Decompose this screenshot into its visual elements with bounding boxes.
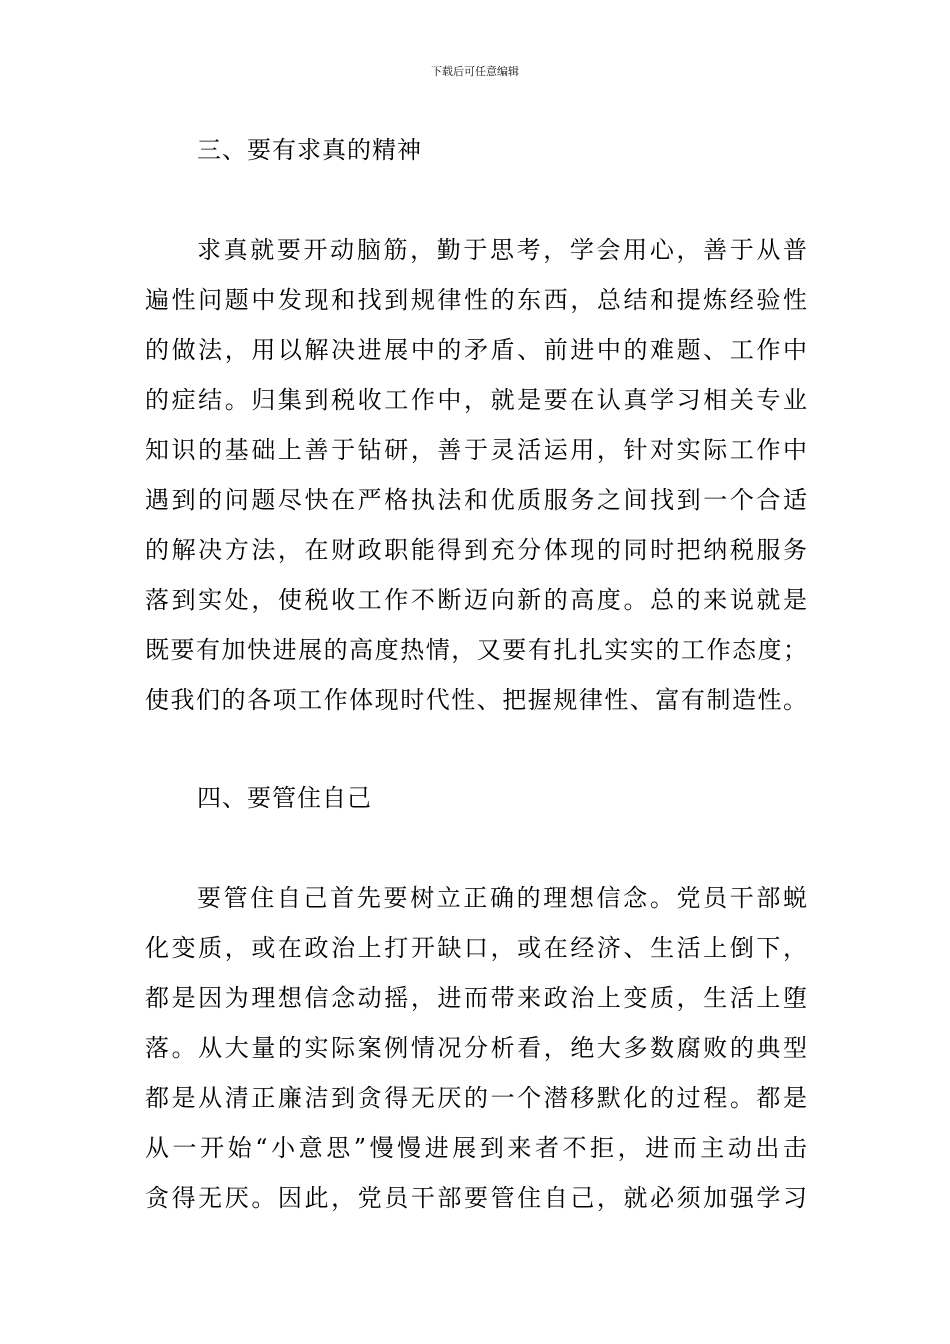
paragraph-line: 的解决方法，在财政职能得到充分体现的同时把纳税服务 [145, 536, 807, 564]
paragraph-line: 落。从大量的实际案例情况分析看，绝大多数腐败的典型 [145, 1034, 807, 1062]
section-heading: 三、要有求真的精神 [197, 136, 422, 164]
paragraph-line: 贪得无厌。因此，党员干部要管住自己，就必须加强学习 [145, 1184, 807, 1212]
paragraph-line: 使我们的各项工作体现时代性、把握规律性、富有制造性。 [145, 686, 807, 714]
paragraph-line: 落到实处，使税收工作不断迈向新的高度。总的来说就是 [145, 586, 807, 614]
paragraph-line: 遍性问题中发现和找到规律性的东西，总结和提炼经验性 [145, 286, 807, 314]
paragraph-line: 从一开始“小意思”慢慢进展到来者不拒，进而主动出击 [145, 1134, 807, 1162]
paragraph-line: 要管住自己首先要树立正确的理想信念。党员干部蜕 [197, 884, 807, 912]
paragraph-line: 化变质，或在政治上打开缺口，或在经济、生活上倒下， [145, 934, 807, 962]
paragraph-line: 既要有加快进展的高度热情，又要有扎扎实实的工作态度； [145, 636, 807, 664]
paragraph-line: 求真就要开动脑筋，勤于思考，学会用心，善于从普 [197, 236, 807, 264]
paragraph-line: 都是从清正廉洁到贪得无厌的一个潜移默化的过程。都是 [145, 1084, 807, 1112]
page-header: 下载后可任意编辑 [431, 65, 519, 78]
paragraph-line: 的症结。归集到税收工作中，就是要在认真学习相关专业 [145, 386, 807, 414]
paragraph-line: 遇到的问题尽快在严格执法和优质服务之间找到一个合适 [145, 486, 807, 514]
paragraph-line: 都是因为理想信念动摇，进而带来政治上变质，生活上堕 [145, 984, 807, 1012]
paragraph-line: 知识的基础上善于钻研，善于灵活运用，针对实际工作中 [145, 436, 807, 464]
section-heading: 四、要管住自己 [197, 784, 372, 812]
paragraph-line: 的做法，用以解决进展中的矛盾、前进中的难题、工作中 [145, 336, 807, 364]
